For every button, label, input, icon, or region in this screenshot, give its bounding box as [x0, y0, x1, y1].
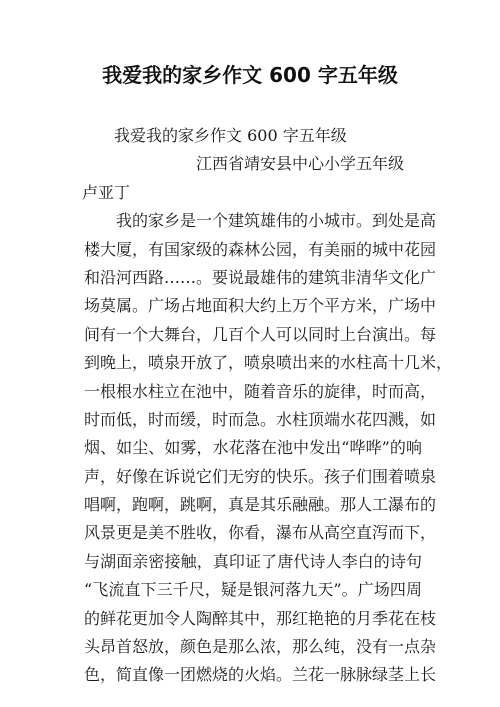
body-line: 时而低，时而缓，时而急。水柱顶端水花四溅，如 [84, 409, 437, 429]
body-line: 和沿河西路……。要说最雄伟的建筑非清华文化广 [84, 267, 437, 287]
article-subtitle: 我爱我的家乡作文 600 字五年级 [114, 126, 347, 145]
body-line: 场莫属。广场占地面积大约上万个平方米，广场中 [84, 296, 437, 316]
body-line: 色，简直像一团燃烧的火焰。兰花一脉脉绿茎上长 [84, 665, 437, 685]
body-line: 与湖面亲密接触，真印证了唐代诗人李白的诗句 [84, 551, 422, 571]
document-title: 我爱我的家乡作文 600 字五年级 [102, 63, 398, 87]
school-name: 江西省靖安县中心小学五年级 [196, 154, 405, 174]
body-line: 我的家乡是一个建筑雄伟的小城市。到处是高 [116, 211, 437, 231]
body-line: 唱啊，跑啊，跳啊，真是其乐融融。那人工瀑布的 [84, 495, 437, 515]
body-line: 风景更是美不胜收，你看，瀑布从高空直泻而下， [84, 523, 437, 543]
body-line: 到晚上，喷泉开放了，喷泉喷出来的水柱高十几米， [84, 353, 453, 373]
document-body [82, 122, 453, 690]
body-line: 间有一个大舞台，几百个人可以同时上台演出。每 [84, 324, 437, 344]
author-name: 卢亚丁 [82, 182, 131, 202]
body-line: 声，好像在诉说它们无穷的快乐。孩子们围着喷泉 [84, 466, 437, 486]
body-line: 烟、如尘、如雾，水花落在池中发出“哗哗”的响 [84, 438, 422, 458]
body-line: 楼大厦，有国家级的森林公园，有美丽的城中花园 [84, 239, 437, 259]
body-line: 一根根水柱立在池中，随着音乐的旋律，时而高， [84, 381, 437, 401]
body-line: 的鲜花更加令人陶醉其中，那红艳艳的月季花在枝 [84, 608, 437, 628]
body-line: 头昂首怒放，颜色是那么浓，那么纯，没有一点杂 [84, 637, 437, 657]
body-line: “飞流直下三千尺，疑是银河落九天”。广场四周 [84, 580, 422, 600]
